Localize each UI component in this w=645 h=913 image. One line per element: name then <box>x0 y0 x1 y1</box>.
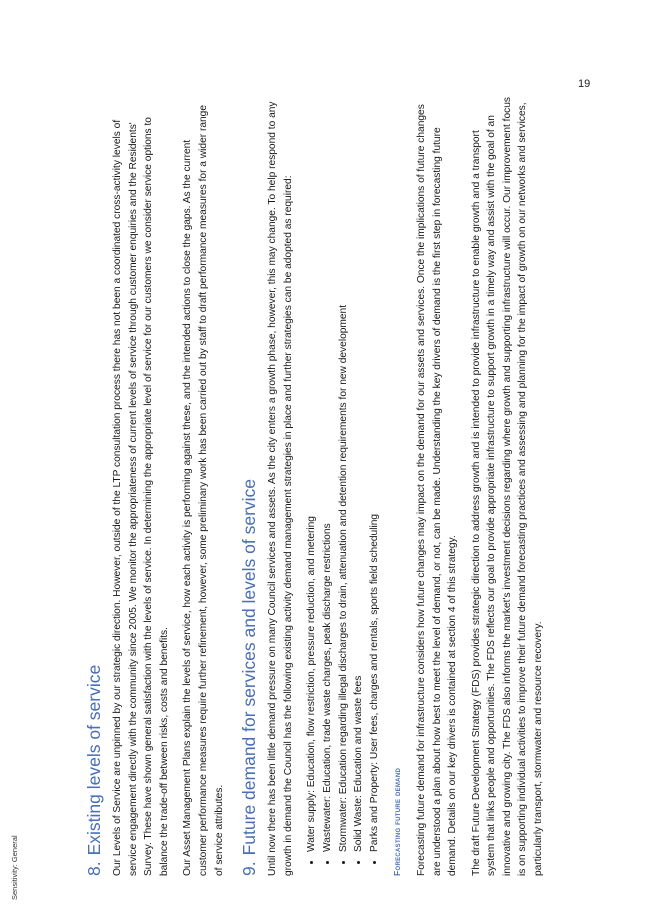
section-9-number: 9. <box>239 861 260 876</box>
section-8-heading <box>82 96 106 876</box>
demand-strategies-list <box>304 96 382 876</box>
section-9-intro: Until now there has been little demand pressure on many Council services and assets. As the city enters a growth phase, however, this may change. To help respond to any growth in demand the Council has the following existing activity demand management strategies in place and further strategies can be adopted as required: <box>267 101 294 876</box>
forecasting-subheading: Forecasting future demand <box>392 767 403 876</box>
section-9-heading <box>237 96 261 876</box>
section-8-paragraph-2: Our Asset Management Plans explain the levels of service, how each activity is performing against these, and the intended actions to close the gaps. As the current customer performance measures require further refinement, however, some preliminary work has been carried out by staff to draft performance measures for a wider range of service attributes. <box>182 104 225 876</box>
list-item: • Water supply: Education, flow restriction, pressure reduction, and metering <box>304 96 320 852</box>
section-8-title: Existing levels of service <box>84 664 104 856</box>
page-content <box>82 96 555 876</box>
section-8-number: 8. <box>84 861 104 876</box>
list-item: • Solid Waste: Education and waste fees <box>351 96 367 852</box>
list-item: • Parks and Property: User fees, charges and rentals, sports field scheduling <box>367 96 383 852</box>
list-item: • Stormwater: Education regarding illegal discharges to drain, attenuation and detention requirements for new development <box>336 96 352 852</box>
sensitivity-label: Sensitivity: General <box>10 835 19 900</box>
page-number: 19 <box>578 78 591 90</box>
list-item: • Wastewater: Education, trade waste charges, peak discharge restrictions <box>320 96 336 852</box>
section-9-paragraph-2: The draft Future Development Strategy (FDS) provides strategic direction to address growth and is intended to provide infrastructure to enable growth and a transport system that links people and opportunities. The FDS reflects our goal to provide appropriate infrastructure to support growth in a timely way and assist with the goal of an innovative and growing city. The FDS also informs the market's investment decisions regarding where growth and supporting infrastructure will occur. Our improvement focus is on supporting individual activities to improve their future demand forecasting practices and assessing and planning for the impact of growth on our networks and services, particularly transport, stormwater and resource recovery. <box>470 97 545 876</box>
section-9-paragraph-1: Forecasting future demand for infrastructure considers how future changes may impact on the demand for our assets and services. Once the implications of future changes are understood a plan about how best to meet the level of demand, or not, can be made. Understanding the key drivers of demand is the first step in forecasting future demand. Details on our key drivers is contained at section 4 of this strategy. <box>415 104 459 876</box>
section-9-title: Future demand for services and levels of service <box>239 478 260 856</box>
section-8-paragraph-1: Our Levels of Service are unpinned by our strategic direction. However, outside of the LTP consultation process there has not been a coordinated cross-activity levels of service engagement directly with the community since 2005. We monitor the appropriateness of current levels of service through customer enquiries and the Residents' Survey. These have shown general satisfaction with the levels of service. In determining the appropriate level of service for our customers we consider service options to balance the trade-off between risks, costs and benefits. <box>112 117 170 876</box>
